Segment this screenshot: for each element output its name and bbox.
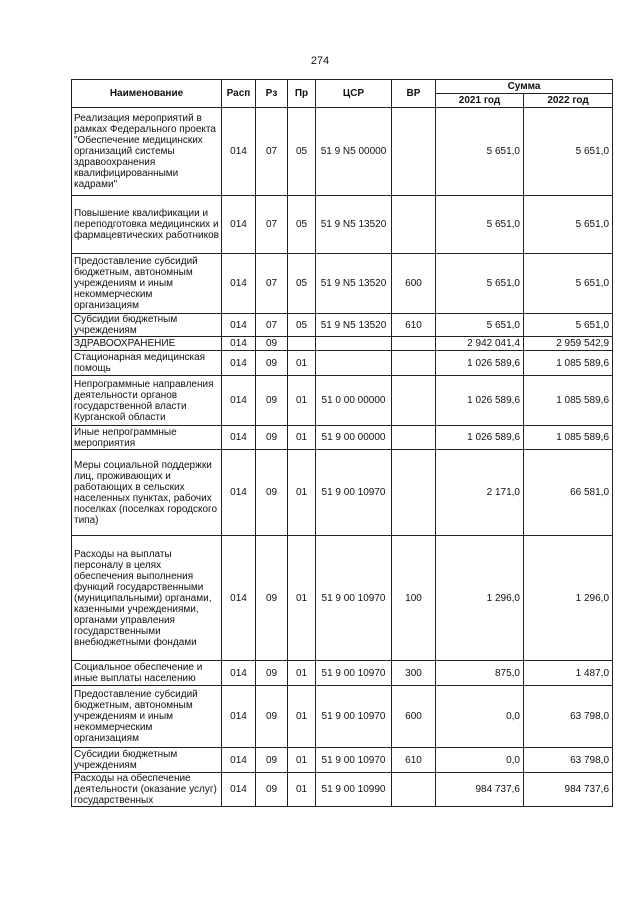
row-name: Непрограммные направления деятельности органов государственной власти Курганской области [72,376,222,426]
row-vr: 300 [392,661,436,686]
row-amount-2021: 875,0 [436,661,524,686]
row-name: Стационарная медицинская помощь [72,351,222,376]
row-pr: 01 [288,450,316,536]
row-rasp: 014 [222,351,256,376]
header-2021: 2021 год [436,94,524,108]
row-rz: 09 [256,536,288,661]
row-rz: 09 [256,450,288,536]
row-rz: 09 [256,337,288,351]
row-vr [392,196,436,254]
row-amount-2022: 5 651,0 [524,254,613,314]
row-amount-2021: 5 651,0 [436,196,524,254]
row-rasp: 014 [222,314,256,337]
table-row [72,254,613,314]
row-name: Расходы на выплаты персоналу в целях обеспечения выполнения функций государственными (муниципальными) органами, казенными учреждениями, органами управления государственными внебюджетными фондами [72,536,222,661]
row-name: Социальное обеспечение и иные выплаты населению [72,661,222,686]
row-vr [392,337,436,351]
budget-table [71,79,613,807]
row-vr [392,773,436,807]
row-csr: 51 9 00 00000 [316,426,392,450]
header-sum: Сумма [436,80,613,94]
row-rasp: 014 [222,748,256,773]
row-csr: 51 9 N5 13520 [316,314,392,337]
row-rz: 09 [256,748,288,773]
row-rasp: 014 [222,254,256,314]
row-vr [392,108,436,196]
table-row [72,773,613,807]
row-csr: 51 9 00 10970 [316,450,392,536]
row-csr: 51 9 00 10970 [316,686,392,748]
row-pr: 05 [288,314,316,337]
row-csr: 51 9 00 10970 [316,661,392,686]
row-name: Предоставление субсидий бюджетным, автономным учреждениям и иным некоммерческим организациям [72,686,222,748]
row-rasp: 014 [222,450,256,536]
row-rz: 09 [256,661,288,686]
row-amount-2022: 1 085 589,6 [524,351,613,376]
row-csr: 51 9 00 10990 [316,773,392,807]
page-number: 274 [310,55,330,67]
row-pr: 01 [288,351,316,376]
row-amount-2022: 63 798,0 [524,748,613,773]
table-row [72,108,613,196]
row-vr: 610 [392,748,436,773]
row-rz: 07 [256,254,288,314]
row-amount-2022: 1 085 589,6 [524,376,613,426]
row-csr: 51 9 N5 00000 [316,108,392,196]
table-row [72,196,613,254]
header-rasp: Расп [222,80,256,108]
row-pr: 05 [288,254,316,314]
row-amount-2021: 2 942 041,4 [436,337,524,351]
table-row [72,426,613,450]
row-name: Реализация мероприятий в рамках Федерального проекта "Обеспечение медицинских организаций системы здравоохранения квалифицированными кадрами" [72,108,222,196]
table-row [72,351,613,376]
table-body [72,108,613,807]
row-name: Повышение квалификации и переподготовка медицинских и фармацевтических работников [72,196,222,254]
row-amount-2022: 1 085 589,6 [524,426,613,450]
row-rasp: 014 [222,108,256,196]
row-vr [392,426,436,450]
header-name: Наименование [72,80,222,108]
row-vr [392,450,436,536]
row-rz: 09 [256,351,288,376]
row-amount-2021: 5 651,0 [436,108,524,196]
row-amount-2022: 5 651,0 [524,196,613,254]
row-csr: 51 0 00 00000 [316,376,392,426]
row-rasp: 014 [222,661,256,686]
row-amount-2021: 5 651,0 [436,314,524,337]
row-amount-2021: 984 737,6 [436,773,524,807]
row-amount-2022: 5 651,0 [524,108,613,196]
row-amount-2021: 1 026 589,6 [436,351,524,376]
row-csr [316,337,392,351]
row-rasp: 014 [222,376,256,426]
row-vr [392,351,436,376]
row-amount-2022: 1 296,0 [524,536,613,661]
header-vr: ВР [392,80,436,108]
header-2022: 2022 год [524,94,613,108]
row-pr: 05 [288,196,316,254]
row-csr: 51 9 00 10970 [316,536,392,661]
row-amount-2022: 5 651,0 [524,314,613,337]
header-rz: Рз [256,80,288,108]
table-row [72,314,613,337]
row-csr: 51 9 N5 13520 [316,196,392,254]
row-rasp: 014 [222,536,256,661]
row-pr [288,337,316,351]
table-row [72,748,613,773]
table-row [72,661,613,686]
row-rasp: 014 [222,686,256,748]
header-pr: Пр [288,80,316,108]
row-name: Меры социальной поддержки лиц, проживающих и работающих в сельских населенных пунктах, рабочих поселках (поселках городского типа) [72,450,222,536]
row-rz: 09 [256,376,288,426]
row-rz: 09 [256,426,288,450]
row-pr: 01 [288,773,316,807]
row-rz: 09 [256,686,288,748]
row-vr: 610 [392,314,436,337]
table-row [72,686,613,748]
row-amount-2021: 2 171,0 [436,450,524,536]
row-vr: 600 [392,686,436,748]
row-pr: 01 [288,686,316,748]
row-amount-2022: 63 798,0 [524,686,613,748]
row-amount-2021: 1 296,0 [436,536,524,661]
header-csr: ЦСР [316,80,392,108]
table-row [72,536,613,661]
row-rasp: 014 [222,773,256,807]
row-rz: 07 [256,314,288,337]
row-vr: 600 [392,254,436,314]
row-rz: 07 [256,196,288,254]
row-vr [392,376,436,426]
row-amount-2022: 984 737,6 [524,773,613,807]
row-csr: 51 9 N5 13520 [316,254,392,314]
row-name: ЗДРАВООХРАНЕНИЕ [72,337,222,351]
row-vr: 100 [392,536,436,661]
row-pr: 01 [288,426,316,450]
row-name: Расходы на обеспечение деятельности (оказание услуг) государственных [72,773,222,807]
row-rasp: 014 [222,196,256,254]
row-rz: 07 [256,108,288,196]
row-csr [316,351,392,376]
row-amount-2021: 0,0 [436,686,524,748]
row-name: Субсидии бюджетным учреждениям [72,314,222,337]
row-pr: 01 [288,748,316,773]
row-name: Субсидии бюджетным учреждениям [72,748,222,773]
row-name: Предоставление субсидий бюджетным, автономным учреждениям и иным некоммерческим организациям [72,254,222,314]
row-pr: 05 [288,108,316,196]
row-pr: 01 [288,376,316,426]
row-name: Иные непрограммные мероприятия [72,426,222,450]
row-rasp: 014 [222,337,256,351]
table-row [72,337,613,351]
row-rz: 09 [256,773,288,807]
row-csr: 51 9 00 10970 [316,748,392,773]
table-row [72,376,613,426]
row-rasp: 014 [222,426,256,450]
row-amount-2022: 1 487,0 [524,661,613,686]
row-amount-2022: 2 959 542,9 [524,337,613,351]
row-amount-2021: 0,0 [436,748,524,773]
row-pr: 01 [288,661,316,686]
row-pr: 01 [288,536,316,661]
row-amount-2021: 5 651,0 [436,254,524,314]
row-amount-2021: 1 026 589,6 [436,426,524,450]
row-amount-2022: 66 581,0 [524,450,613,536]
table-row [72,450,613,536]
row-amount-2021: 1 026 589,6 [436,376,524,426]
